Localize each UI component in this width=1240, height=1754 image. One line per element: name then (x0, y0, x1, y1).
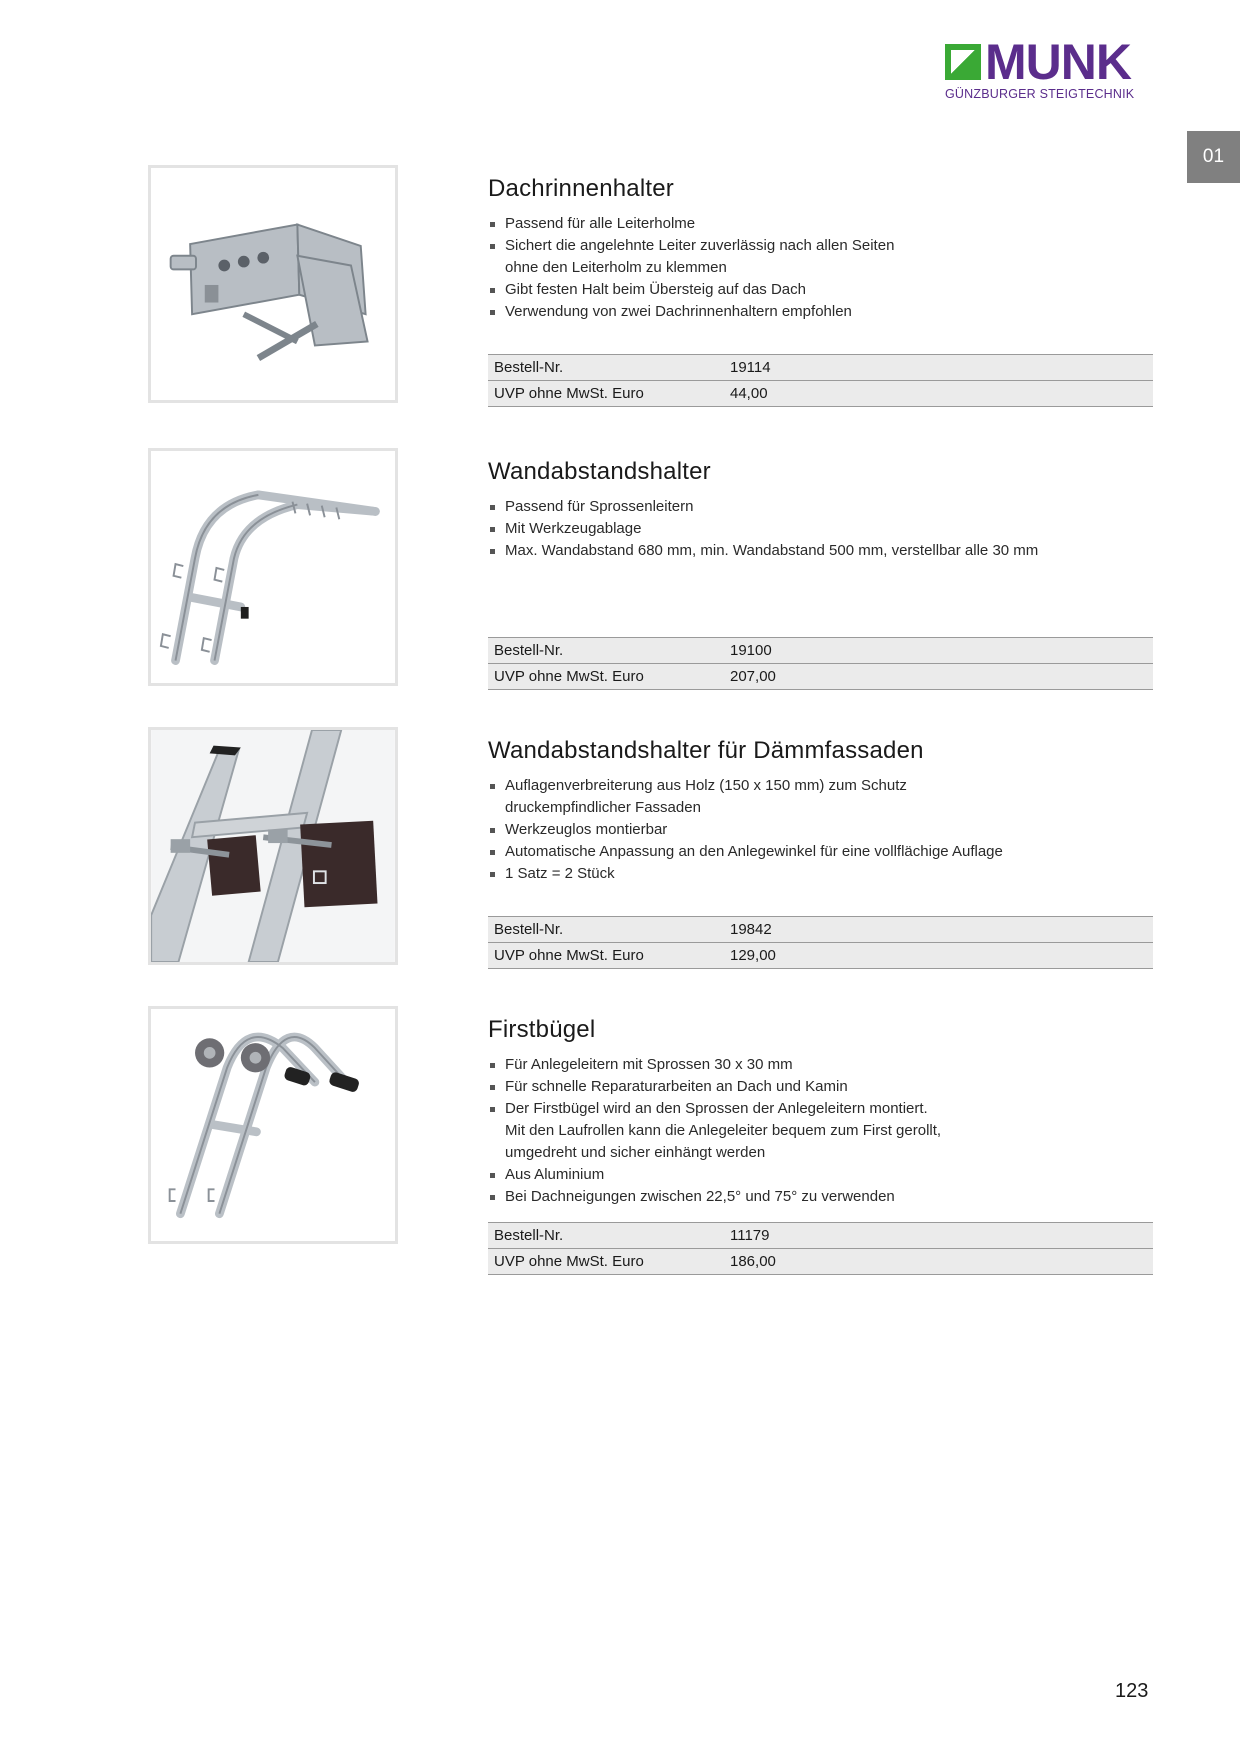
table-row (488, 1223, 1153, 1249)
feature-item: Mit Werkzeugablage (488, 518, 1153, 540)
brand-name: MUNK (985, 34, 1131, 90)
munk-logo (945, 34, 1153, 101)
order-table (488, 354, 1153, 407)
table-row (488, 381, 1153, 407)
table-row (488, 1249, 1153, 1275)
feature-item: 1 Satz = 2 Stück (488, 863, 1153, 885)
feature-item: Für schnelle Reparaturarbeiten an Dach und Kamin (488, 1076, 1153, 1098)
order-number-label: Bestell-Nr. (488, 1223, 730, 1249)
feature-item: Der Firstbügel wird an den Sprossen der Anlegeleitern montiert. Mit den Laufrollen kann die Anlegeleiter bequem zum First gerollt, umgedreht und sicher einhängt werden (488, 1098, 1153, 1164)
feature-item: Passend für alle Leiterholme (488, 213, 1153, 235)
page-number: 123 (1115, 1680, 1149, 1702)
order-number-label: Bestell-Nr. (488, 355, 730, 381)
feature-item: Gibt festen Halt beim Übersteig auf das Dach (488, 279, 1153, 301)
price-value: 44,00 (730, 381, 1153, 407)
feature-item: Für Anlegeleitern mit Sprossen 30 x 30 mm (488, 1054, 1153, 1076)
order-table (488, 637, 1153, 690)
price-label: UVP ohne MwSt. Euro (488, 1249, 730, 1275)
feature-list (488, 496, 1153, 562)
product-wall-standoff (148, 448, 1153, 693)
brand-tagline: GÜNZBURGER STEIGTECHNIK (945, 87, 1135, 101)
product-insulation-facade-standoff (148, 727, 1153, 972)
feature-list (488, 1054, 1153, 1208)
price-value: 129,00 (730, 943, 1153, 969)
product-title: Wandabstandshalter für Dämmfassaden (488, 737, 924, 764)
order-number: 19100 (730, 638, 1153, 664)
order-number: 11179 (730, 1223, 1153, 1249)
product-title: Firstbügel (488, 1016, 596, 1043)
munk-logo-icon (945, 44, 981, 80)
feature-item: Werkzeuglos montierbar (488, 819, 1153, 841)
order-table (488, 1222, 1153, 1275)
product-ridge-hook (148, 1006, 1153, 1270)
table-row (488, 943, 1153, 969)
feature-item: Verwendung von zwei Dachrinnenhaltern empfohlen (488, 301, 1153, 323)
product-gutter-bracket (148, 165, 1153, 410)
feature-item: Automatische Anpassung an den Anlegewinkel für eine vollflächige Auflage (488, 841, 1153, 863)
feature-list (488, 775, 1153, 885)
order-number: 19842 (730, 917, 1153, 943)
table-row (488, 917, 1153, 943)
price-label: UVP ohne MwSt. Euro (488, 381, 730, 407)
feature-item: Bei Dachneigungen zwischen 22,5° und 75° zu verwenden (488, 1186, 1153, 1208)
product-photo (148, 1006, 398, 1244)
ridge-hook-image (151, 1009, 395, 1241)
price-value: 207,00 (730, 664, 1153, 690)
feature-item: Auflagenverbreiterung aus Holz (150 x 150 mm) zum Schutz druckempfindlicher Fassaden (488, 775, 1153, 819)
product-title: Dachrinnenhalter (488, 175, 674, 202)
insulation-facade-standoff-image (151, 730, 395, 962)
table-row (488, 664, 1153, 690)
feature-list (488, 213, 1153, 323)
price-label: UVP ohne MwSt. Euro (488, 943, 730, 969)
product-photo (148, 448, 398, 686)
price-value: 186,00 (730, 1249, 1153, 1275)
feature-item: Passend für Sprossenleitern (488, 496, 1153, 518)
feature-item: Max. Wandabstand 680 mm, min. Wandabstand 500 mm, verstellbar alle 30 mm (488, 540, 1153, 562)
feature-item: Sichert die angelehnte Leiter zuverlässig nach allen Seiten ohne den Leiterholm zu klemmen (488, 235, 1153, 279)
chapter-tab: 01 (1187, 131, 1240, 183)
order-table (488, 916, 1153, 969)
table-row (488, 355, 1153, 381)
order-number-label: Bestell-Nr. (488, 638, 730, 664)
table-row (488, 638, 1153, 664)
product-photo (148, 165, 398, 403)
product-photo (148, 727, 398, 965)
product-title: Wandabstandshalter (488, 458, 711, 485)
order-number-label: Bestell-Nr. (488, 917, 730, 943)
order-number: 19114 (730, 355, 1153, 381)
gutter-bracket-image (151, 168, 395, 400)
feature-item: Aus Aluminium (488, 1164, 1153, 1186)
price-label: UVP ohne MwSt. Euro (488, 664, 730, 690)
wall-standoff-image (151, 451, 395, 683)
